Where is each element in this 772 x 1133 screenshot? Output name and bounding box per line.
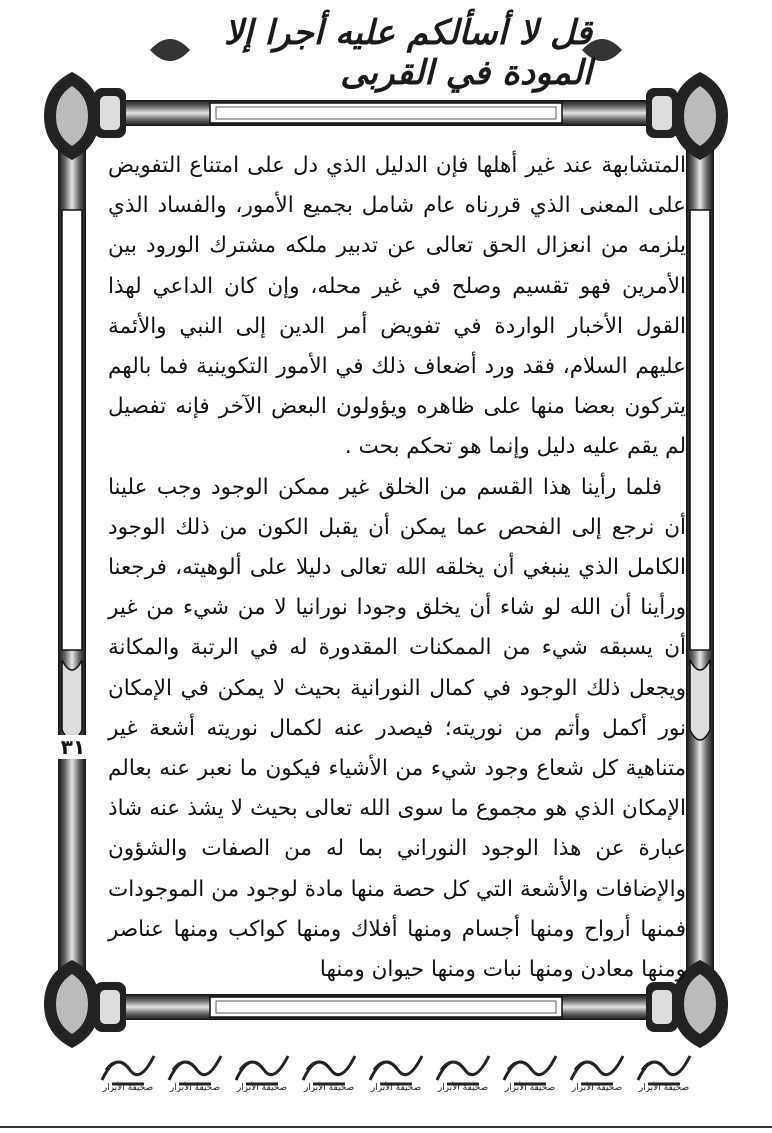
footer-logo: [565, 1040, 629, 1092]
footer-logo-row: [96, 1036, 696, 1096]
frame-top-border: [88, 100, 684, 126]
svg-text:صحيفة الأبرار: صحيفة الأبرار: [638, 1083, 690, 1092]
footer-logo: [297, 1040, 361, 1092]
svg-text:صحيفة الأبرار: صحيفة الأبرار: [102, 1083, 154, 1092]
frame-right-border: [686, 130, 714, 992]
page-number: ٣١: [58, 735, 88, 759]
paragraph: المتشابهة عند غير أهلها فإن الدليل الذي دل على امتناع التفويض على المعنى الذي قررناه عام شامل بجميع الأمور، والفساد الذي يلزمه من انعزال الحق تعالى عن تدبير ملكه مشترك الورود بين الأمرين فهو تقسيم وصلح في غير محله، وإن كان الداعي لهذا القول الأخبار الواردة في تفويض أمر الدين إلى النبي والأئمة عليهم السلام، فقد ورد أضعاف ذلك في الأمور التكوينية فما بالهم يتركون بعضا منها على ظاهره ويؤولون البعض الآخر فإنه تفصيل لم يقم عليه دليل وإنما هو تحكم بحت .: [108, 153, 686, 460]
svg-text:صحيفة الأبرار: صحيفة الأبرار: [370, 1083, 422, 1092]
footer-logo: [163, 1040, 227, 1092]
page-body: [108, 146, 686, 986]
frame-left-border: [58, 130, 86, 992]
svg-text:صحيفة الأبرار: صحيفة الأبرار: [169, 1083, 221, 1092]
svg-text:صحيفة الأبرار: صحيفة الأبرار: [303, 1083, 355, 1092]
svg-text:صحيفة الأبرار: صحيفة الأبرار: [504, 1083, 556, 1092]
footer-logo: [96, 1040, 160, 1092]
frame-bottom-border: [88, 994, 684, 1020]
footer-logo: [498, 1040, 562, 1092]
header-calligraphy-title: قل لا أسألكم عليه أجرا إلا المودة في القربى: [223, 13, 592, 93]
footer-logo: [632, 1040, 696, 1092]
page-bottom-rule: [0, 1126, 772, 1128]
paragraph: فلما رأينا هذا القسم من الخلق غير ممكن الوجود وجب علينا أن نرجع إلى الفحص عما يمكن أن يقبل الكون من ذلك الوجود الكامل الذي ينبغي أن يخلقه الله تعالى دليلا على ألوهيته، فرجعنا ورأينا أن الله لو شاء أن يخلق وجودا نورانيا لا من شيء من غير أن يسبقه شيء من الممكنات المقدورة له في الرتبة والمكانة ويجعل ذلك الوجود في كمال النورانية بحيث لا يمكن في الإمكان نور أكمل وأتم من نوريته؛ فيصدر عنه لكمال نوريته أشعة غير متناهية كل شعاع وجود شيء من الأشياء فيكون ما نعبر عنه بعالم الإمكان الذي هو مجموع ما سوى الله تعالى بحيث لا يشذ عنه شاذ عبارة عن هذا الوجود النوراني بما له من الصفات والشؤون والإضافات والأشعة التي كل حصة منها مادة لوجود من الموجودات فمنها أرواح ومنها أجسام ومنها أفلاك ومنها كواكب ومنها عناصر ومنها معادن ومنها نبات ومنها حيوان ومنها: [108, 474, 686, 983]
footer-logo: [431, 1040, 495, 1092]
footer-logo: [230, 1040, 294, 1092]
footer-logo: [364, 1040, 428, 1092]
svg-text:صحيفة الأبرار: صحيفة الأبرار: [571, 1083, 623, 1092]
svg-text:صحيفة الأبرار: صحيفة الأبرار: [236, 1083, 288, 1092]
svg-text:صحيفة الأبرار: صحيفة الأبرار: [437, 1083, 489, 1092]
